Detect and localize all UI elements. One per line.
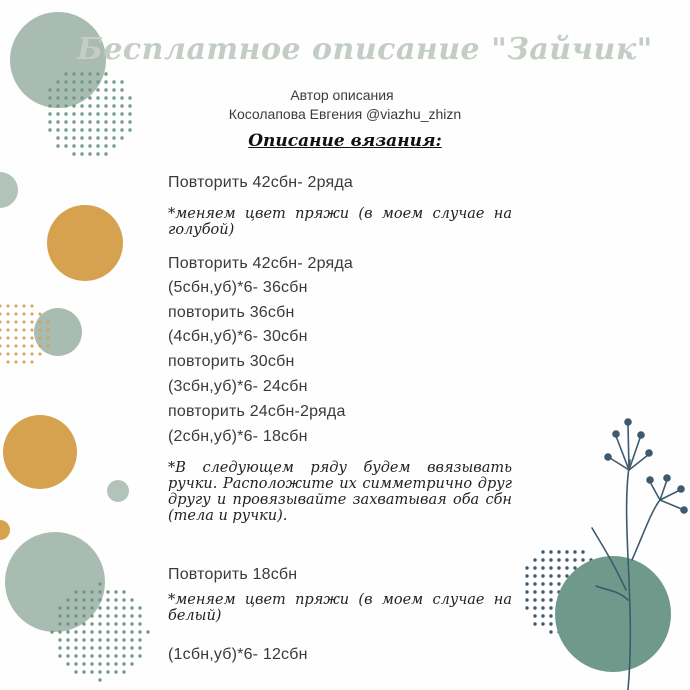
decor-dot (98, 582, 101, 585)
decor-dot (138, 630, 141, 633)
decor-dot (130, 622, 133, 625)
decor-dot (98, 630, 101, 633)
decor-dot (573, 558, 576, 561)
instruction-line: (2сбн,уб)*6- 18сбн (168, 428, 308, 445)
decor-dot (122, 654, 125, 657)
decor-dot (525, 598, 528, 601)
decor-dot (525, 590, 528, 593)
instruction-line: (5сбн,уб)*6- 36сбн (168, 279, 308, 296)
decor-dot (74, 646, 77, 649)
decor-dot (96, 72, 99, 75)
decor-dot (130, 598, 133, 601)
decor-dot (90, 662, 93, 665)
decor-dot (96, 152, 99, 155)
decor-dot (7, 313, 10, 316)
decor-dot (0, 305, 2, 308)
decor-dot (23, 345, 26, 348)
decor-dot (74, 630, 77, 633)
decor-dot (0, 353, 2, 356)
decor-dot (31, 337, 34, 340)
decor-dot (98, 670, 101, 673)
decor-dot (7, 329, 10, 332)
decor-dot (114, 606, 117, 609)
decor-dot (565, 558, 568, 561)
decor-dot (138, 614, 141, 617)
decor-dot (122, 606, 125, 609)
decor-dot (82, 622, 85, 625)
decor-dot (122, 662, 125, 665)
decor-dot (557, 550, 560, 553)
decor-dot (39, 313, 42, 316)
decor-dot (106, 606, 109, 609)
decor-dot (114, 638, 117, 641)
decor-dot (58, 646, 61, 649)
decor-dot (98, 638, 101, 641)
decor-dot (114, 630, 117, 633)
decor-dot (74, 654, 77, 657)
decor-dot (74, 622, 77, 625)
decor-dot (130, 654, 133, 657)
decor-dot (58, 630, 61, 633)
section-heading: Описание вязания: (248, 131, 442, 151)
decor-dot (90, 646, 93, 649)
decor-dot (106, 654, 109, 657)
instruction-line: (3сбн,уб)*6- 24сбн (168, 378, 308, 395)
decor-dot (0, 313, 2, 316)
decor-dot (39, 353, 42, 356)
decor-dot (31, 329, 34, 332)
decor-dot (106, 662, 109, 665)
decor-dot (98, 678, 101, 681)
decor-dot (549, 614, 552, 617)
decor-dot (122, 598, 125, 601)
decor-dot (120, 80, 123, 83)
decor-dot (114, 654, 117, 657)
decor-dot (88, 152, 91, 155)
decor-dot (106, 598, 109, 601)
decor-dot (7, 337, 10, 340)
mustard-half-circle-edge (0, 520, 10, 540)
mustard-circle-upper (47, 205, 123, 281)
decor-dot (549, 558, 552, 561)
decor-dot (98, 622, 101, 625)
decor-dot (39, 337, 42, 340)
decor-dot (541, 582, 544, 585)
decor-dot (114, 590, 117, 593)
decor-dot (106, 630, 109, 633)
decor-dot (90, 622, 93, 625)
decor-dot (23, 329, 26, 332)
decor-dot (106, 670, 109, 673)
decor-dot (66, 646, 69, 649)
decor-dot (47, 329, 50, 332)
decor-dot (581, 550, 584, 553)
decor-dot (66, 606, 69, 609)
decor-dot (122, 670, 125, 673)
decor-dot (533, 590, 536, 593)
decor-dot (533, 614, 536, 617)
decor-dot (549, 606, 552, 609)
author-label: Автор описания (290, 87, 394, 103)
instruction-line: (1сбн,уб)*6- 12сбн (168, 646, 308, 663)
instruction-note: *меняем цвет пряжи (в моем случае на голубой) (168, 206, 512, 238)
decor-dot (106, 614, 109, 617)
decor-dot (0, 321, 2, 324)
decor-dot (138, 606, 141, 609)
decor-dot (90, 590, 93, 593)
decor-dot (106, 622, 109, 625)
decor-dot (533, 582, 536, 585)
decor-dot (31, 305, 34, 308)
decor-dot (98, 646, 101, 649)
decor-dot (31, 345, 34, 348)
decor-dot (533, 606, 536, 609)
instruction-line: повторить 24сбн-2ряда (168, 403, 346, 420)
decor-dot (525, 606, 528, 609)
decor-dot (96, 80, 99, 83)
decor-dot (557, 558, 560, 561)
decor-dot (130, 630, 133, 633)
decor-dot (106, 590, 109, 593)
decor-dot (39, 329, 42, 332)
decor-dot (82, 670, 85, 673)
decor-dot (90, 630, 93, 633)
sage-small-circle (107, 480, 129, 502)
decor-dot (74, 662, 77, 665)
decor-dot (122, 622, 125, 625)
decor-dot (47, 345, 50, 348)
decor-dot (525, 582, 528, 585)
decor-dot (525, 574, 528, 577)
decor-dot (104, 72, 107, 75)
decor-dot (98, 662, 101, 665)
decor-dot (112, 80, 115, 83)
decor-dot (104, 80, 107, 83)
decor-dot (72, 80, 75, 83)
decor-dot (66, 622, 69, 625)
decor-dot (66, 598, 69, 601)
decor-dot (7, 353, 10, 356)
decor-dot (58, 638, 61, 641)
teal-circle-right (555, 556, 671, 672)
decor-dot (0, 337, 2, 340)
decor-dot (565, 566, 568, 569)
decor-dot (533, 598, 536, 601)
decor-dot (58, 606, 61, 609)
decor-dot (66, 654, 69, 657)
decor-dot (31, 313, 34, 316)
instruction-note: *меняем цвет пряжи (в моем случае на белый) (168, 592, 512, 624)
decor-dot (82, 598, 85, 601)
instruction-line: Повторить 42сбн- 2ряда (168, 174, 354, 191)
decor-dot (58, 622, 61, 625)
decor-dot (15, 313, 18, 316)
decor-dot (74, 638, 77, 641)
decor-dot (15, 353, 18, 356)
sage-circle-middle (34, 308, 82, 356)
decor-dot (15, 321, 18, 324)
decor-dot (98, 590, 101, 593)
decor-dot (80, 152, 83, 155)
decor-dot (56, 80, 59, 83)
decor-dot (98, 598, 101, 601)
decor-dot (7, 305, 10, 308)
decor-dot (7, 345, 10, 348)
decor-dot (130, 606, 133, 609)
decor-dot (541, 622, 544, 625)
decor-dot (533, 622, 536, 625)
decor-dot (74, 590, 77, 593)
decor-dot (114, 646, 117, 649)
decor-dot (565, 550, 568, 553)
decor-dot (80, 80, 83, 83)
decor-dot (90, 670, 93, 673)
decor-dot (130, 638, 133, 641)
decor-dot (58, 614, 61, 617)
decor-dot (114, 622, 117, 625)
decor-dot (31, 321, 34, 324)
decor-dot (541, 550, 544, 553)
decor-dot (90, 638, 93, 641)
decor-dot (82, 638, 85, 641)
sage-circle-left-edge (0, 172, 18, 208)
decor-dot (114, 614, 117, 617)
mustard-circle-lower (3, 415, 77, 489)
decor-dot (74, 598, 77, 601)
decor-dot (114, 598, 117, 601)
decor-dot (0, 329, 2, 332)
decor-dot (106, 638, 109, 641)
decor-dot (23, 321, 26, 324)
decor-dot (72, 152, 75, 155)
decor-dot (104, 152, 107, 155)
decor-dot (15, 329, 18, 332)
decor-dot (90, 654, 93, 657)
decor-dot (39, 345, 42, 348)
decor-dot (549, 574, 552, 577)
decor-dot (114, 662, 117, 665)
decor-dot (58, 654, 61, 657)
decor-dot (23, 337, 26, 340)
decor-dot (23, 361, 26, 364)
instruction-line: Повторить 18сбн (168, 566, 298, 583)
decor-dot (15, 337, 18, 340)
decor-dot (23, 353, 26, 356)
decor-dot (138, 654, 141, 657)
decor-dot (15, 345, 18, 348)
decor-dot (573, 550, 576, 553)
decor-dot (88, 80, 91, 83)
decor-dot (533, 574, 536, 577)
decor-dot (541, 598, 544, 601)
decor-dot (114, 670, 117, 673)
decor-dot (66, 630, 69, 633)
decor-dot (557, 582, 560, 585)
decor-dot (72, 72, 75, 75)
decor-dot (146, 630, 149, 633)
decor-dot (47, 337, 50, 340)
decor-dot (90, 606, 93, 609)
decor-dot (74, 614, 77, 617)
decor-dot (23, 305, 26, 308)
decor-dot (82, 606, 85, 609)
decor-dot (82, 646, 85, 649)
decor-dot (31, 353, 34, 356)
decor-dot (82, 590, 85, 593)
decor-dot (525, 566, 528, 569)
decor-dot (98, 654, 101, 657)
decor-dot (7, 321, 10, 324)
decor-dot (98, 614, 101, 617)
page-title: Бесплатное описание "Зайчик" (77, 32, 653, 67)
decor-dot (64, 72, 67, 75)
instruction-line: повторить 36сбн (168, 304, 295, 321)
instruction-note: *В следующем ряду будем ввязывать ручки. Расположите их симметрично друг другу и провязывайте захватывая оба сбн (тела и ручки). (168, 460, 512, 524)
decor-dot (15, 361, 18, 364)
decor-dot (15, 305, 18, 308)
decor-dot (549, 590, 552, 593)
decor-dot (66, 638, 69, 641)
instruction-line: повторить 30сбн (168, 353, 295, 370)
decor-dot (66, 662, 69, 665)
decor-dot (122, 638, 125, 641)
sage-circle-bottom (5, 532, 105, 632)
instruction-line: (4сбн,уб)*6- 30сбн (168, 328, 308, 345)
decor-dot (64, 80, 67, 83)
decor-dot (82, 614, 85, 617)
decor-dot (122, 646, 125, 649)
decor-dot (130, 646, 133, 649)
decor-dot (90, 598, 93, 601)
decor-dot (541, 574, 544, 577)
decor-dot (80, 72, 83, 75)
decor-dot (31, 361, 34, 364)
decor-dot (581, 558, 584, 561)
decor-dot (557, 574, 560, 577)
decor-dot (138, 646, 141, 649)
decor-dot (106, 646, 109, 649)
decor-dot (74, 606, 77, 609)
decor-dot (549, 622, 552, 625)
decor-dot (82, 662, 85, 665)
decor-dot (549, 550, 552, 553)
decor-dot (122, 630, 125, 633)
decor-dot (549, 582, 552, 585)
decor-dot (82, 654, 85, 657)
decor-dot (533, 558, 536, 561)
decor-dot (541, 606, 544, 609)
decor-dot (0, 345, 2, 348)
author-name: Косолапова Евгения @viazhu_zhizn (228, 106, 462, 122)
decor-dot (39, 321, 42, 324)
instruction-line: Повторить 42сбн- 2ряда (168, 255, 354, 272)
decor-dot (23, 313, 26, 316)
decor-dot (549, 566, 552, 569)
decor-dot (47, 321, 50, 324)
decor-dot (533, 566, 536, 569)
decor-dot (122, 614, 125, 617)
decor-dot (541, 558, 544, 561)
decor-dot (7, 361, 10, 364)
decor-dot (90, 614, 93, 617)
decor-dot (541, 590, 544, 593)
decor-dot (130, 662, 133, 665)
decor-dot (74, 670, 77, 673)
decor-dot (541, 566, 544, 569)
decor-dot (122, 590, 125, 593)
decor-dot (88, 72, 91, 75)
decor-dot (549, 630, 552, 633)
decor-dot (557, 566, 560, 569)
decor-dot (130, 614, 133, 617)
decor-dot (98, 606, 101, 609)
decor-dot (549, 598, 552, 601)
decor-dot (138, 638, 141, 641)
decor-dot (50, 630, 53, 633)
decor-dot (66, 614, 69, 617)
decor-dot (138, 622, 141, 625)
decor-dot (82, 630, 85, 633)
decor-dot (541, 614, 544, 617)
